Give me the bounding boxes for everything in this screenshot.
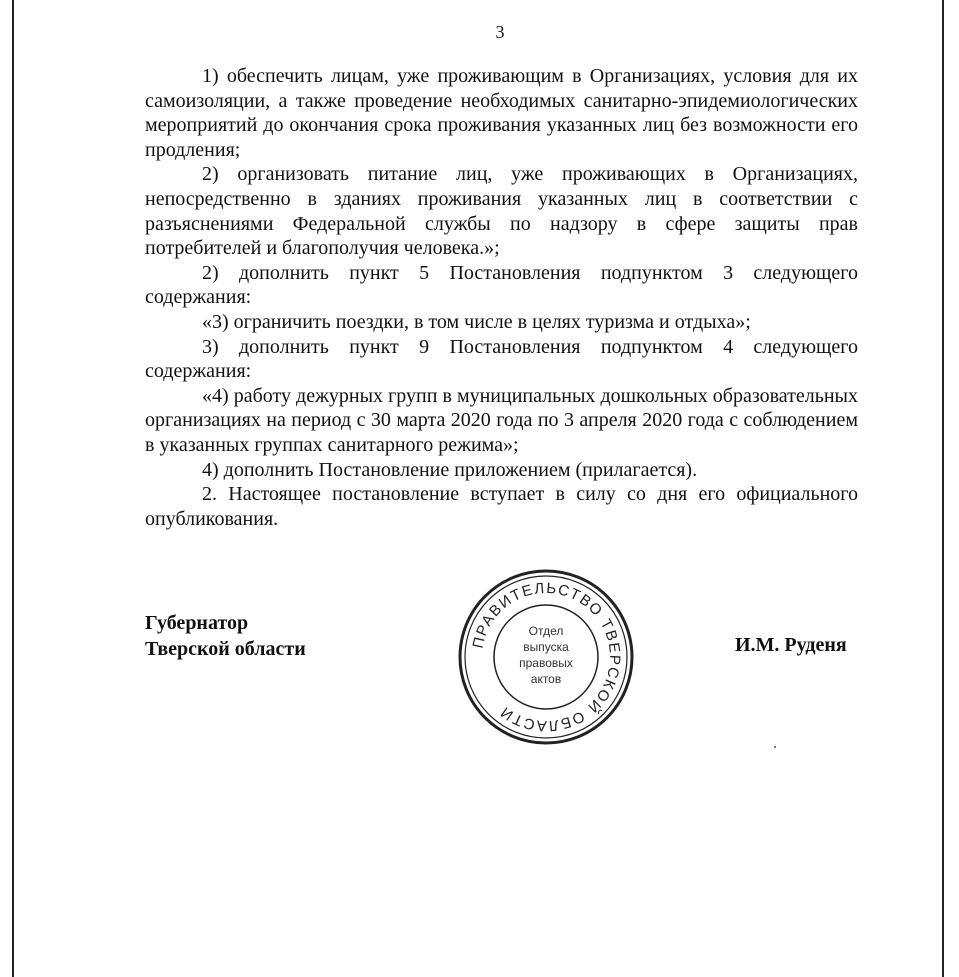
stamp-center-line: Отдел (528, 624, 564, 638)
paragraph: «4) работу дежурных групп в муниципальных дошкольных образовательных организациях на период с 30 марта 2020 года по 3 апреля 2020 года с соблюдением в указанных группах санитарного режима»; (145, 384, 858, 456)
official-stamp (456, 567, 636, 747)
stamp-seal-icon (456, 567, 636, 747)
scan-speck (774, 746, 776, 748)
signatory-title-line2: Тверской области (145, 638, 306, 660)
paragraph: 2. Настоящее постановление вступает в силу со дня его официального опубликования. (145, 483, 858, 530)
stamp-ring-text: ПРАВИТЕЛЬСТВО ТВЕРСКОЙ ОБЛАСТИ (469, 579, 624, 735)
page-border-left (12, 0, 14, 977)
paragraph: 3) дополнить пункт 9 Постановления подпунктом 4 следующего содержания: (145, 335, 858, 383)
stamp-center-line: правовых (519, 656, 573, 670)
stamp-center-line: актов (530, 672, 562, 686)
signatory-title-line1: Губернатор (145, 612, 249, 634)
page-number: 3 (495, 22, 505, 42)
paragraph: 2) организовать питание лиц, уже проживающих в Организациях, непосредственно в зданиях проживания указанных лиц в соответствии с разъяснениями Федеральной службы по надзору в сфере защиты прав потребителей и благополучия человека.»; (145, 163, 858, 260)
document-body (145, 64, 858, 531)
paragraph: 4) дополнить Постановление приложением (прилагается). (202, 458, 698, 481)
stamp-center-line: выпуска (523, 640, 569, 654)
page-border-right (942, 0, 944, 977)
signatory-name: И.М. Руденя (735, 634, 847, 656)
paragraph: 1) обеспечить лицам, уже проживающим в Организациях, условия для их самоизоляции, а также проведение необходимых санитарно-эпидемиологических мероприятий до окончания срока проживания указанных лиц без возможности его продления; (145, 65, 858, 161)
signatory-title (145, 610, 306, 662)
paragraph: «3) ограничить поездки, в том числе в целях туризма и отдыха»; (202, 310, 751, 333)
paragraph: 2) дополнить пункт 5 Постановления подпунктом 3 следующего содержания: (145, 261, 858, 309)
